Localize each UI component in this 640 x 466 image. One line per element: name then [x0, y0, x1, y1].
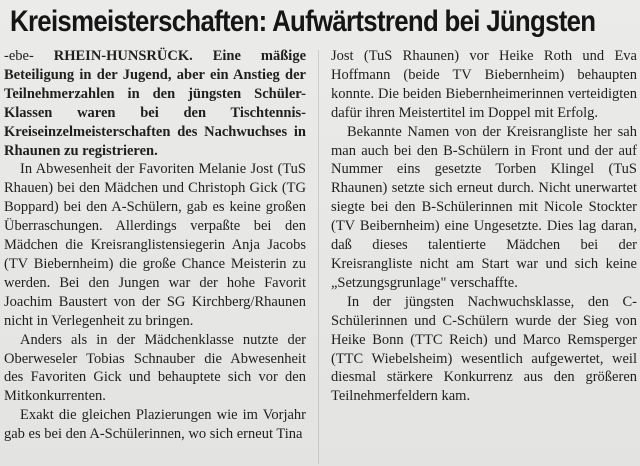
headline: Kreismeisterschaften: Aufwärtstrend bei Jüngsten — [10, 5, 596, 38]
dateline: RHEIN-HUNSRÜCK. — [53, 48, 193, 64]
article-column-right — [331, 47, 637, 406]
lead-text: Eine mäßige Beteiligung in der Jugend, aber ein Anstieg der Teilnehmerzahlen in den jüngsten Schüler-Klassen waren bei den Tischtennis-Kreiseinzelmeisterschaften des Nachwuchses in Rhaunen zu registrieren. — [4, 48, 307, 159]
byline: -ebe- — [4, 48, 34, 64]
paragraph-4-continued: Jost (TuS Rhaunen) vor Heike Roth und Eva Hoffmann (beide TV Biebernheim) behaupten konnte. Die beiden Biebernheimerinnen verteidigten dafür ihren Meistertitel im Doppel mit Erfolg. — [331, 48, 637, 121]
lead-paragraph — [4, 47, 306, 160]
article-column-left — [4, 47, 306, 444]
paragraph-2: In Abwesenheit der Favoriten Melanie Jost (TuS Rhauen) bei den Mädchen und Christoph Gick (TG Boppard) bei den A-Schülern, gab es keine großen Überraschungen. Allerdings verpaßte bei den Mädchen die Kreisranglistensiegerin Anja Jacobs (TV Biebernheim) die große Chance Meisterin zu werden. Bei den Jungen war der hohe Favorit Joachim Baustert von der SG Kirchberg/Rhaunen nicht in Verlegenheit zu bringen. — [4, 161, 306, 329]
paragraph-4: Exakt die gleichen Plazierungen wie im Vorjahr gab es bei den A-Schülerinnen, wo sich erneut Tina — [4, 407, 306, 443]
paragraph-6: In der jüngsten Nachwuchsklasse, den C-Schülerinnen und C-Schülern wurde der Sieg von Heike Bonn (TTC Reich) und Marco Remsperger (TTC Wiebelsheim) wesentlich aufgewertet, weil diesmal stärkere Konkurrenz aus den größeren Teilnehmerfeldern kam. — [331, 293, 637, 405]
paragraph-3: Anders als in der Mädchenklasse nutzte der Oberweseler Tobias Schnauber die Abwesenheit des Favoriten Gick und behauptete sich vor den Mitkonkurrenten. — [4, 331, 306, 405]
paragraph-5: Bekannte Namen von der Kreisrangliste her sah man auch bei den B-Schülern in Front und der auf Nummer eins gesetzte Torben Klingel (TuS Rhaunen) setzte sich erneut durch. Nicht unerwartet siegte bei den B-Schülerinnen mit Nicole Stockter (TV Beibernheim) eine Ungesetzte. Dies lag daran, daß dieses talentierte Mädchen bei der Kreisrangliste nicht am Start war und sich keine „Setzungsgrunlage" verschaffte. — [331, 123, 637, 291]
column-divider — [318, 50, 319, 464]
